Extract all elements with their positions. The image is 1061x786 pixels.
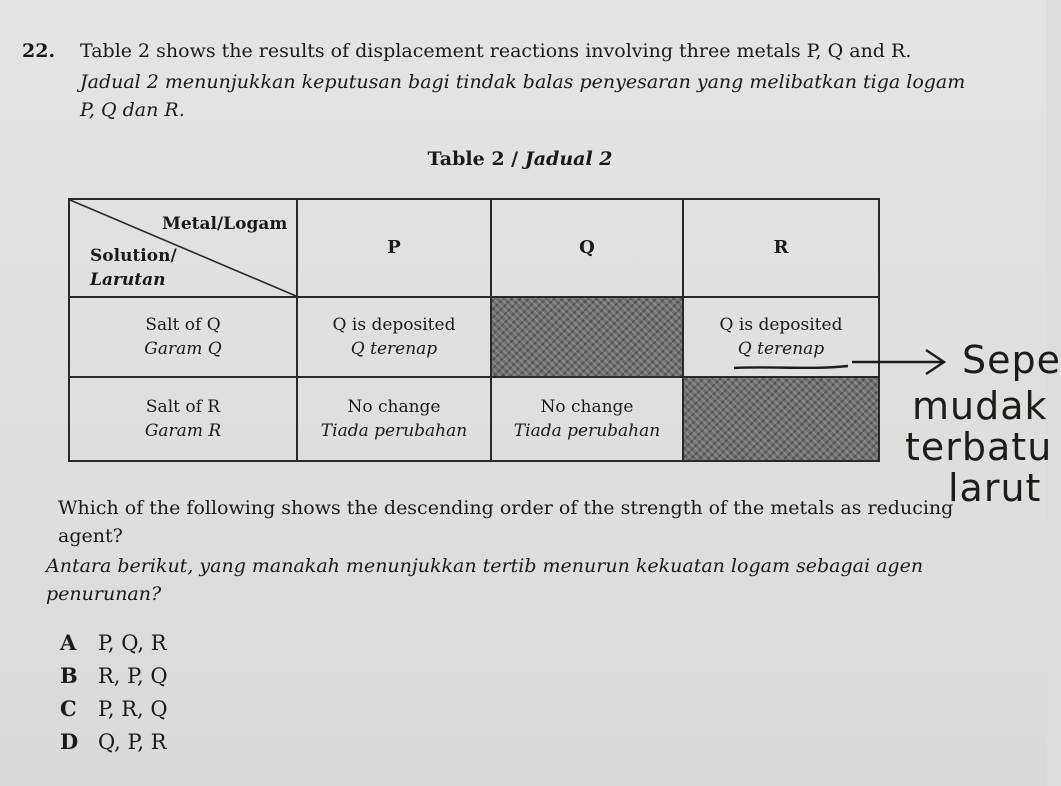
stem-ms-line1: Antara berikut, yang manakah menunjukkan tertib menurun kekuatan logam sebagai agen (46, 555, 924, 577)
question-text-ms-line2: P, Q dan R. (80, 99, 185, 121)
cell-text-en: Q is deposited (719, 315, 843, 335)
option-c[interactable] (60, 696, 168, 721)
option-text: Q, P, R (98, 730, 167, 754)
question-number: 22. (22, 40, 56, 62)
table-header-row (69, 199, 879, 297)
handwritten-note-line3: terbatu (905, 425, 1053, 469)
cell-salt-r-metal-r-shaded (683, 377, 879, 461)
question-text-ms-line1: Jadual 2 menunjukkan keputusan bagi tindak balas penyesaran yang melibatkan tiga logam (80, 71, 966, 93)
stem-text-ms (46, 552, 1026, 608)
option-letter: C (60, 696, 77, 721)
corner-header-solution (90, 244, 177, 292)
cell-text-en: No change (347, 397, 441, 417)
row-label-ms: Garam R (144, 421, 222, 441)
cell-text-en: No change (540, 397, 634, 417)
cell-salt-r-metal-q (491, 377, 683, 461)
option-letter: A (60, 630, 77, 655)
option-text: P, R, Q (98, 697, 168, 721)
row-label-ms: Garam Q (144, 339, 222, 359)
table-row-salt-r (69, 377, 879, 461)
option-b[interactable] (60, 663, 168, 688)
option-text: P, Q, R (98, 631, 167, 655)
cell-text-en: Q is deposited (332, 315, 456, 335)
column-header-q: Q (491, 199, 683, 297)
table-caption-ms: Jadual 2 (524, 148, 613, 170)
option-a[interactable] (60, 630, 167, 655)
cell-text-ms: Tiada perubahan (513, 421, 661, 441)
cell-text-ms: Q terenap (350, 339, 438, 359)
question-text-en: Table 2 shows the results of displacement reactions involving three metals P, Q and R. (80, 40, 912, 62)
handwritten-note-line1: Sepe (962, 338, 1061, 382)
row-label-en: Salt of R (145, 397, 221, 417)
corner-header-metal: Metal/Logam (162, 214, 288, 234)
table-caption-en: Table 2 / (427, 148, 519, 170)
handwritten-note-line2: mudak (912, 384, 1048, 428)
table-caption (0, 148, 1040, 170)
cell-salt-q-metal-q-shaded (491, 297, 683, 377)
column-header-r: R (683, 199, 879, 297)
results-table (68, 198, 880, 462)
option-letter: B (60, 663, 78, 688)
corner-solution-line1: Solution/ (90, 246, 177, 266)
row-label-en: Salt of Q (145, 315, 221, 335)
cell-salt-q-metal-p (297, 297, 491, 377)
stem-ms-line2: penurunan? (46, 583, 162, 605)
cell-salt-r-metal-p (297, 377, 491, 461)
question-text-ms (80, 68, 980, 124)
option-text: R, P, Q (98, 664, 168, 688)
cell-text-ms: Q terenap (737, 339, 825, 359)
option-d[interactable] (60, 729, 167, 754)
table-corner-cell (69, 199, 297, 297)
row-label-salt-r (69, 377, 297, 461)
column-header-p: P (297, 199, 491, 297)
stem-en-line2: agent? (58, 525, 123, 547)
row-label-salt-q (69, 297, 297, 377)
stem-en-line1: Which of the following shows the descending order of the strength of the metals as reducing (58, 497, 954, 519)
corner-solution-line2: Larutan (90, 270, 166, 290)
cell-text-ms: Tiada perubahan (320, 421, 468, 441)
handwritten-arrow-icon (730, 340, 970, 380)
option-letter: D (60, 729, 79, 754)
stem-text-en (58, 494, 1038, 550)
handwritten-note-line4: larut (948, 466, 1042, 510)
